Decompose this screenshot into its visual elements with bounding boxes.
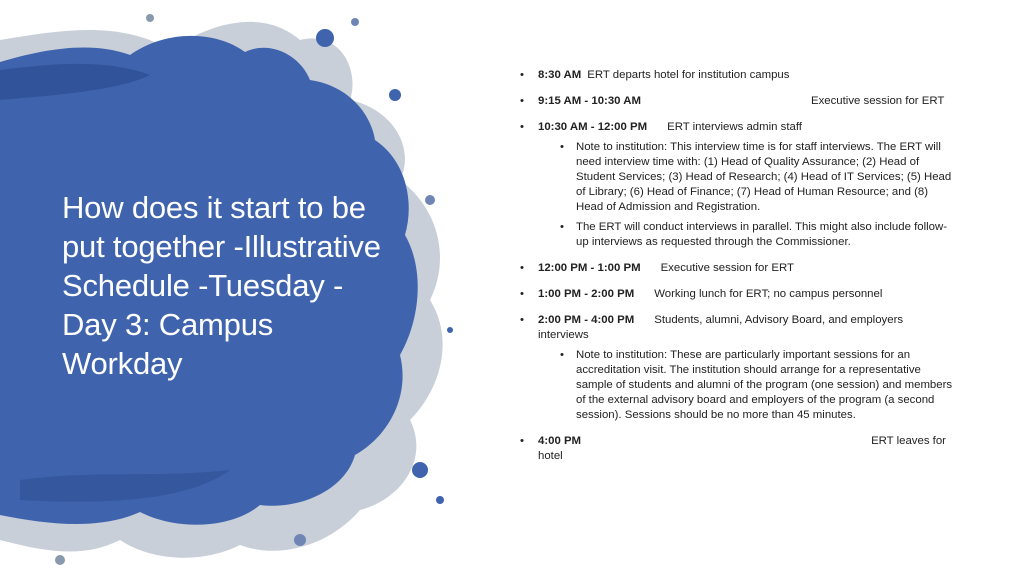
schedule-note: • The ERT will conduct interviews in parallel. This might also include follow-up interviews as requested through the Commissioner.	[557, 220, 954, 250]
schedule-time: 12:00 PM - 1:00 PM	[538, 262, 641, 274]
schedule-activity: ERT interviews admin staff	[667, 121, 802, 133]
schedule-list	[518, 68, 954, 475]
schedule-notes	[538, 140, 954, 250]
paint-drop	[436, 496, 444, 504]
schedule-activity: ERT leaves for hotel	[538, 435, 946, 462]
schedule-item	[518, 434, 954, 464]
schedule-item	[518, 287, 954, 302]
schedule-note: • Note to institution: This interview time is for staff interviews. The ERT will need interview time with: (1) Head of Quality Assurance; (2) Head of Student Services; (3) Head of Research; (4) Head of IT Services; (5) Head of Library; (6) Head of Finance; (7) Head of Human Resource; and (8) Head of Admission and Registration.	[557, 140, 954, 215]
schedule-note: • Note to institution: These are particularly important sessions for an accreditation visit. The institution should arrange for a representative sample of students and alumni of the program (one session) and members of the external advisory board and employers of the program (a second session). Sessions should be no more than 45 minutes.	[557, 348, 954, 423]
schedule-time: 9:15 AM - 10:30 AM	[538, 95, 641, 107]
schedule-time: 4:00 PM	[538, 435, 582, 447]
paint-drop	[389, 89, 401, 101]
schedule-time: 10:30 AM - 12:00 PM	[538, 121, 648, 133]
paint-drop	[412, 462, 428, 478]
schedule-notes	[538, 348, 954, 423]
paint-drop	[294, 534, 306, 546]
schedule-item	[518, 313, 954, 423]
paint-drop	[316, 29, 334, 47]
schedule-activity: Executive session for ERT	[660, 262, 794, 274]
schedule-time: 1:00 PM - 2:00 PM	[538, 288, 635, 300]
schedule-item	[518, 68, 954, 83]
schedule-activity: Students, alumni, Advisory Board, and employers interviews	[538, 314, 904, 341]
paint-drop	[55, 555, 65, 565]
schedule-item	[518, 261, 954, 276]
schedule-item	[518, 120, 954, 250]
schedule-time: 2:00 PM - 4:00 PM	[538, 314, 635, 326]
paint-drop	[146, 14, 154, 22]
schedule-activity: ERT departs hotel for institution campus	[587, 69, 790, 81]
paint-drop	[351, 18, 359, 26]
paint-drop	[447, 327, 453, 333]
schedule-time: 8:30 AM	[538, 69, 582, 81]
slide-title: How does it start to be put together -Illustrative Schedule -Tuesday - Day 3: Campus Workday	[62, 190, 381, 381]
schedule-activity: Executive session for ERT	[810, 95, 945, 107]
paint-drop	[425, 195, 435, 205]
schedule-activity: Working lunch for ERT; no campus personnel	[654, 288, 883, 300]
schedule-item	[518, 94, 954, 109]
